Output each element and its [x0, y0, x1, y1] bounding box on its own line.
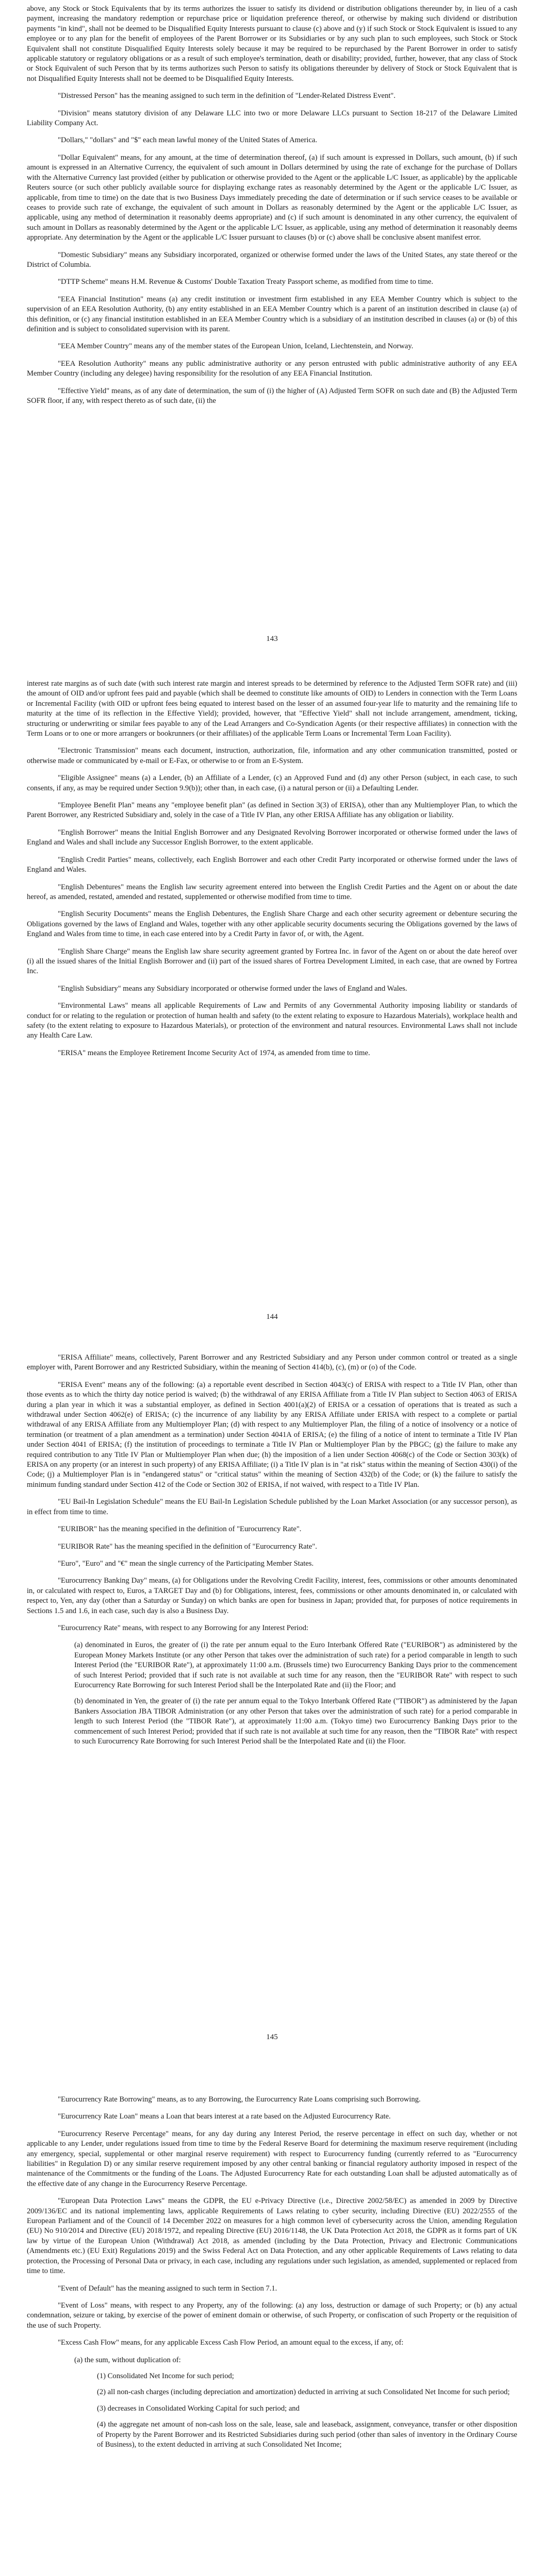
paragraph: above, any Stock or Stock Equivalents that by its terms authorizes the issuer to satisfy its dividend or distribution obligations thereunder by, in lieu of a cash payment, increasing the mandatory redemption or repurchase price or liquidation preference thereof, or otherwise by making such dividend or distribution payments "in kind", shall not be deemed to be Disqualified Equity Interests pursuant to clause (c) above and (y) if such Stock or Stock Equivalent is issued to any employee or to any plan for the benefit of employees of the Parent Borrower or its Subsidiaries or by any such plan to such employees, such Stock or Stock Equivalent shall not constitute Disqualified Equity Interests solely because it may be required to be repurchased by the Parent Borrower in order to satisfy applicable statutory or regulatory obligations or as a result of such employee's termination, death or disability; provided, further, however, that any class of Stock or Stock Equivalent of such Person that by its terms authorizes such Person to satisfy its obligations thereunder by delivery of Stock or Stock Equivalent that is not Disqualified Equity Interests shall not be deemed to be Disqualified Equity Interests.: [27, 5, 517, 83]
definition-english-debentures: "English Debentures" means the English law security agreement entered into between the English Credit Parties and the Agent on or about the date hereof, as amended, restated, amended and restated, supplemented or otherwise modified from time to time.: [27, 883, 517, 901]
definition-english-credit-parties: "English Credit Parties" means, collectively, each English Borrower and each other Credit Party incorporated or otherwise formed under the laws of England and Wales.: [27, 855, 517, 874]
definition-employee-benefit-plan: "Employee Benefit Plan" means any "employee benefit plan" (as defined in Section 3(3) of ERISA), other than any Multiemployer Plan, to which the Parent Borrower, any Restricted Subsidiary and, solely in the case of a Title IV Plan, any other ERISA Affiliate has any obligation or liability.: [27, 801, 517, 820]
definition-english-share-charge: "English Share Charge" means the English law share security agreement granted by Fortrea Inc. in favor of the Agent on or about the date hereof over (i) all the issued shares of the Initial English Borrower and (ii) part of the issued shares of Fortrea Development Limited, in each case, that are owned by Fortrea Inc.: [27, 947, 517, 976]
clause-2: (2) all non-cash charges (including depreciation and amortization) deducted in arriving at such Consolidated Net Income for such period;: [97, 2388, 510, 2397]
page-number: 144: [266, 1313, 278, 1321]
definition-eu-bail-in-schedule: "EU Bail-In Legislation Schedule" means the EU Bail-In Legislation Schedule published by the Loan Market Association (or any successor person), as in effect from time to time.: [27, 1498, 517, 1516]
clause-a-euros: (a) denominated in Euros, the greater of (i) the rate per annum equal to the Euro Interbank Offered Rate ("EURIBOR") as administered by the European Money Markets Institute (or any other Person that takes over the administration of such rate) for a period comparable in length to such Interest Period (the "EURIBOR Rate"), at approximately 11:00 a.m. (Brussels time) two Eurocurrency Banking Days prior to the commencement of such Interest Period; provided that if such rate is not available at such time for any reason, then the "EURIBOR Rate" with respect to such Eurocurrency Rate Borrowing for such Interest Period shall be the Interpolated Rate and (ii) the Floor; and: [74, 1641, 517, 1689]
definition-eurocurrency-banking-day: "Eurocurrency Banking Day" means, (a) for Obligations under the Revolving Credit Facility, interest, fees, commissions or other amounts denominated in, or calculated with respect to, Euros, a TARGET Day and (b) for Obligations, interest, fees, commissions or other amounts denominated in, or calculated with respect to, Yen, any day (other than a Saturday or Sunday) on which banks are open for business in Japan; provided that, for purposes of notice requirements in Sections 1.5 and 1.6, in each case, such day is also a Business Day.: [27, 1577, 517, 1615]
clause-3: (3) decreases in Consolidated Working Capital for such period; and: [97, 2404, 300, 2413]
definition-erisa-event: "ERISA Event" means any of the following: (a) a reportable event described in Section 4043(c) of ERISA with respect to a Title IV Plan, other than those events as to which the thirty day notice period is waived; (b) the withdrawal of any ERISA Affiliate from a Title IV Plan subject to Section 4063 of ERISA during a plan year in which it was a substantial employer, as defined in Section 4001(a)(2) of ERISA or a cessation of operations that is treated as such a withdrawal under Section 4062(e) of ERISA; (c) the incurrence of any liability by any ERISA Affiliate under ERISA with respect to a complete or partial withdrawal of any ERISA Affiliate from any Multiemployer Plan; (d) with respect to any Multiemployer Plan, the filing of a notice of insolvency or a notice of termination (or treatment of a plan amendment as a termination) under Section 4041A of ERISA; (e) the filing of a notice of intent to terminate a Title IV Plan under Section 4041 of ERISA; (f) the institution of proceedings to terminate a Title IV Plan or Multiemployer Plan by the PBGC; (g) the failure to make any required contribution to any Title IV Plan or Multiemployer Plan when due; (h) the imposition of a lien under Section 4068(c) of the Code or Section 303(k) of ERISA on any property (or an interest in such property) of any ERISA Affiliate; (i) a Title IV plan is in "at risk" status within the meaning of Section 430(i) of the Code; (j) a Multiemployer Plan is in "endangered status" or "critical status" within the meaning of Section 432(b) of the Code; or (k) the failure to satisfy the minimum funding standard under Section 412 of the Code or Section 302 of ERISA, if not waived, with respect to a Title IV Plan.: [27, 1380, 517, 1489]
definition-dttp-scheme: "DTTP Scheme" means H.M. Revenue & Customs' Double Taxation Treaty Passport scheme, as modified from time to time.: [58, 278, 434, 286]
page-number: 145: [266, 2033, 278, 2041]
definition-erisa-affiliate: "ERISA Affiliate" means, collectively, Parent Borrower and any Restricted Subsidiary and any Person under common control or treated as a single employer with, Parent Borrower and any Restricted Subsidiary, within the meaning of Section 414(b), (c), (m) or (o) of the Code.: [27, 1353, 517, 1372]
definition-euribor-rate: "EURIBOR Rate" has the meaning specified in the definition of "Eurocurrency Rate".: [58, 1542, 317, 1551]
definition-eea-resolution-authority: "EEA Resolution Authority" means any public administrative authority or any person entrusted with public administrative authority of any EEA Member Country (including any delegee) having responsibility for the resolution of any EEA Financial Institution.: [27, 359, 517, 378]
definition-eurocurrency-reserve-percentage: "Eurocurrency Reserve Percentage" means, for any day during any Interest Period, the reserve percentage in effect on such day, whether or not applicable to any Lender, under regulations issued from time to time by the Federal Reserve Board for determining the maximum reserve requirement (including any emergency, special, supplemental or other marginal reserve requirement) with respect to Eurocurrency funding (currently referred to as "Eurocurrency liabilities" in Regulation D) or any similar reserve requirement imposed by any other central banking or financial regulatory authority imposed in respect of the maintenance of the Commitments or the funding of the Loans. The Adjusted Eurocurrency Rate for each outstanding Loan shall be adjusted automatically as of the effective date of any change in the Eurocurrency Reserve Percentage.: [27, 2129, 517, 2188]
definition-euro: "Euro", "Euro" and "€" mean the single currency of the Participating Member States.: [58, 1559, 314, 1568]
clause-1: (1) Consolidated Net Income for such period;: [97, 2371, 234, 2380]
definition-english-security-documents: "English Security Documents" means the English Debentures, the English Share Charge and each other security agreement or debenture securing the Obligations governed by the laws of England and Wales, together with any other applicable security documents securing the Obligations governed by the laws of England and Wales from time to time, in each case entered into by a Credit Party in favor of, or with, the Agent.: [27, 910, 517, 939]
definition-eligible-assignee: "Eligible Assignee" means (a) a Lender, (b) an Affiliate of a Lender, (c) an Approved Fund and (d) any other Person (subject, in each case, to such consents, if any, as may be required under Section 9.9(b)); other than, in each case, (i) a natural person or (ii) a Defaulting Lender.: [27, 774, 517, 792]
definition-event-of-default: "Event of Default" has the meaning assigned to such term in Section 7.1.: [58, 2284, 277, 2293]
paragraph: interest rate margins as of such date (with such interest rate margin and interest spreads to be determined by reference to the Adjusted Term SOFR rate) and (iii) the amount of OID and/or upfront fees paid and payable (which shall be deemed to constitute like amounts of OID) to Lenders in connection with the Term Loans or Incremental Facility (with OID or upfront fees being equated to interest based on the lesser of an assumed four-year life to maturity and the remaining life to maturity at the time of its reflection in the Effective Yield); provided, however, that "Effective Yield" shall not include arrangement, amendment, ticking, structuring or underwriting or similar fees payable to any of the Lead Arrangers and Co-Syndication Agents (or their respective affiliates) in connection with the Term Loans or to one or more arrangers or bookrunners (or their affiliates) of the applicable Term Loans or Incremental Term Loan Facility).: [27, 680, 517, 738]
clause-b-yen: (b) denominated in Yen, the greater of (i) the rate per annum equal to the Tokyo Interbank Offered Rate ("TIBOR") as administered by the Japan Bankers Association JBA TIBOR Administration (or any other Person that takes over the administration of such rate) for a period comparable in length to such Interest Period (the "TIBOR Rate"), at approximately 11:00 a.m. (Tokyo time) two Eurocurrency Banking Days prior to the commencement of such Interest Period; provided that if such rate is not available at such time for any reason, then the "TIBOR Rate" with respect to such Eurocurrency Rate Borrowing for such Interest Period shall be the Interpolated Rate and (ii) the Floor.: [74, 1697, 517, 1745]
definition-eurocurrency-rate-loan: "Eurocurrency Rate Loan" means a Loan that bears interest at a rate based on the Adjusted Eurocurrency Rate.: [58, 2112, 391, 2121]
page-144: [0, 679, 544, 1065]
definition-eea-member-country: "EEA Member Country" means any of the member states of the European Union, Iceland, Liechtenstein, and Norway.: [58, 342, 414, 351]
definition-domestic-subsidiary: "Domestic Subsidiary" means any Subsidiary incorporated, organized or otherwise formed under the laws of the United States, any state thereof or the District of Columbia.: [27, 250, 517, 269]
clause-a-sum: (a) the sum, without duplication of:: [74, 2355, 181, 2364]
clause-4: (4) the aggregate net amount of non-cash loss on the sale, lease, sale and leaseback, assignment, conveyance, transfer or other disposition of Property by the Parent Borrower and its Restricted Subsidiaries during such period (other than sales of inventory in the Ordinary Course of Business), to the extent deducted in arriving at such Consolidated Net Income;: [97, 2420, 517, 2449]
definition-effective-yield: "Effective Yield" means, as of any date of determination, the sum of (i) the higher of (A) Adjusted Term SOFR on such date and (B) the Adjusted Term SOFR floor, if any, with respect thereto as of such date, (ii) the: [27, 386, 517, 405]
definition-eea-financial-institution: "EEA Financial Institution" means (a) any credit institution or investment firm established in any EEA Member Country which is subject to the supervision of an EEA Resolution Authority, (b) any entity established in an EEA Member Country which is a parent of an institution described in clause (a) of this definition, or (c) any financial institution established in an EEA Member Country which is a subsidiary of an institution described in clauses (a) or (b) of this definition and is subject to consolidated supervision with its parent.: [27, 295, 517, 333]
definition-euribor: "EURIBOR" has the meaning specified in the definition of "Eurocurrency Rate".: [58, 1525, 302, 1534]
definition-distressed-person: "Distressed Person" has the meaning assigned to such term in the definition of "Lender-Related Distress Event".: [58, 92, 395, 100]
definition-eurocurrency-rate-borrowing: "Eurocurrency Rate Borrowing" means, as to any Borrowing, the Eurocurrency Rate Loans comprising such Borrowing.: [58, 2095, 421, 2104]
definition-environmental-laws: "Environmental Laws" means all applicable Requirements of Law and Permits of any Governmental Authority imposing liability or standards of conduct for or relating to the regulation or protection of human health and safety (to the extent relating to exposure to Hazardous Materials), workplace health and safety (to the extent relating to exposure to Hazardous Materials), or protection of the environment and natural resources. Environmental Laws shall not include any Health Care Law.: [27, 1002, 517, 1040]
definition-english-borrower: "English Borrower" means the Initial English Borrower and any Designated Revolving Borrower incorporated or otherwise formed under the laws of England and Wales and shall include any Successor English Borrower, to the extent applicable.: [27, 828, 517, 847]
definition-european-data-protection-laws: "European Data Protection Laws" means the GDPR, the EU e-Privacy Directive (i.e., Directive 2002/58/EC) as amended in 2009 by Directive 2009/136/EC and its national implementing laws, applicable Requirements of Laws relating to cyber security, including Directive (EU) 2022/2555 of the European Parliament and of the Council of 14 December 2022 on measures for a high common level of cybersecurity across the Union, amending Regulation (EU) No 910/2014 and Directive (EU) 2018/1972, and repealing Directive (EU) 2016/1148, the UK Data Protection Act 2018, the GDPR as it forms part of UK law by virtue of the European Union (Withdrawal) Act 2018, as amended (including by the Data Protection, Privacy and Electronic Communications (Amendments etc.) (EU Exit) Regulations 2019) and the Swiss Federal Act on Data Protection, and any other applicable Requirements of Laws relating to data protection, the Processing of Personal Data or privacy, in each case, including any regulations under such legislation, as amended, supplemented or replaced from time to time.: [27, 2197, 517, 2276]
definition-erisa: "ERISA" means the Employee Retirement Income Security Act of 1974, as amended from time to time.: [58, 1048, 370, 1057]
definition-english-subsidiary: "English Subsidiary" means any Subsidiary incorporated or otherwise formed under the laws of England and Wales.: [58, 984, 407, 993]
page-145: [0, 1353, 544, 1753]
page-146: [0, 2095, 544, 2456]
page-number: 143: [266, 635, 278, 643]
definition-electronic-transmission: "Electronic Transmission" means each document, instruction, authorization, file, information and any other communication transmitted, posted or otherwise made or communicated by e-mail or E-Fax, or otherwise to or from an E-System.: [27, 747, 517, 765]
definition-event-of-loss: "Event of Loss" means, with respect to any Property, any of the following: (a) any loss, destruction or damage of such Property; or (b) any actual condemnation, seizure or taking, by exercise of the power of eminent domain or otherwise, of such Property, or confiscation of such Property or the requisition of the use of such Property.: [27, 2301, 517, 2330]
definition-division: "Division" means statutory division of any Delaware LLC into two or more Delaware LLCs pursuant to Section 18-217 of the Delaware Limited Liability Company Act.: [27, 109, 517, 128]
definition-dollar-equivalent: "Dollar Equivalent" means, for any amount, at the time of determination thereof, (a) if such amount is expressed in Dollars, such amount, (b) if such amount is expressed in an Alternative Currency, the equivalent of such amount in Dollars determined by using the rate of exchange for the purchase of Dollars with the Alternative Currency last provided (either by publication or otherwise provided to the Agent or the applicable L/C Issuer, as applicable) by the applicable Reuters source (or such other publicly available source for displaying exchange rates as reasonably determined by the Agent or the applicable L/C Issuer, as applicable, from time to time) on the date that is two Business Days immediately preceding the date of determination or if such service ceases to be available or ceases to provide such rate of exchange, the equivalent of such amount in Dollars as reasonably determined by the Agent or the applicable L/C Issuer, as applicable, using any method of determination it reasonably deems appropriate) and (c) if such amount is denominated in any other currency, the equivalent of such amount in Dollars as reasonably determined by the Agent or the applicable L/C Issuer, as applicable, using any method of determination it reasonably deems appropriate. Any determination by the Agent or the applicable L/C Issuer pursuant to clauses (b) or (c) above shall be conclusive absent manifest error.: [27, 153, 517, 242]
definition-dollars: "Dollars," "dollars" and "$" each mean lawful money of the United States of America.: [58, 136, 318, 145]
page-143: [0, 4, 544, 413]
definition-eurocurrency-rate: "Eurocurrency Rate" means, with respect to any Borrowing for any Interest Period:: [58, 1623, 309, 1632]
definition-excess-cash-flow: "Excess Cash Flow" means, for any applicable Excess Cash Flow Period, an amount equal to the excess, if any, of:: [58, 2338, 404, 2347]
